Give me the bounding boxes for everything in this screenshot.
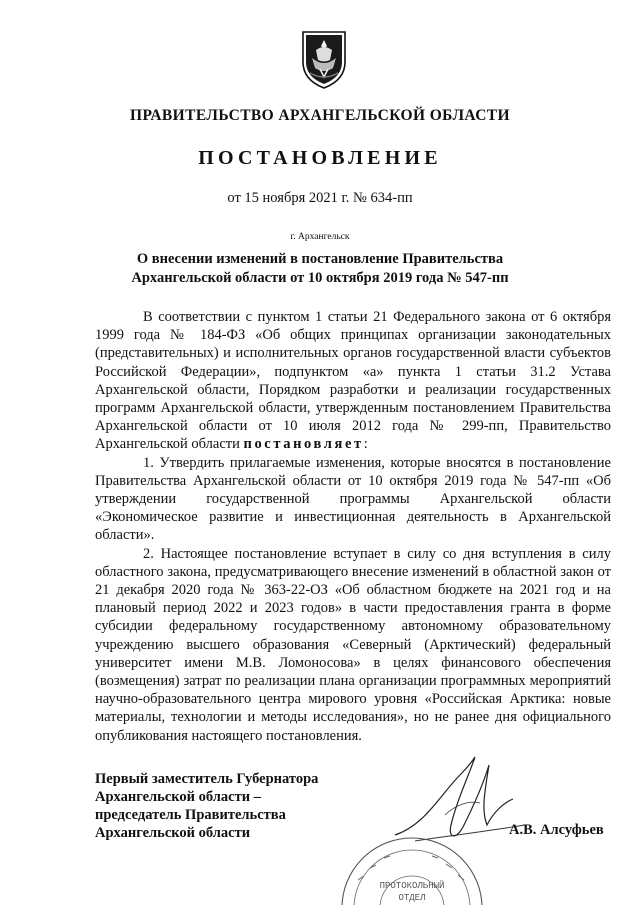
signatory-title-line-2: Архангельской области – (95, 789, 261, 805)
stamp-text-line-1: ПРОТОКОЛЬНЫЙ (379, 881, 445, 891)
document-subject (120, 250, 520, 288)
signatory-title-line-4: Архангельской области (95, 825, 251, 841)
signatory-name: А.В. Алсуфьев (509, 822, 604, 838)
document-date-number: от 15 ноября 2021 г. № 634-пп (227, 190, 413, 206)
subject-line-1: О внесении изменений в постановление Правительства (136, 251, 504, 267)
decree-word: постановляет (243, 436, 364, 453)
preamble-paragraph (95, 308, 611, 454)
signatory-title-line-1: Первый заместитель Губернатора (95, 771, 319, 787)
official-stamp (322, 828, 502, 905)
item-2-paragraph: 2. Настоящее постановление вступает в силу со дня вступления в силу областного закона, предусматривающего внесение изменений в областной закон от 21 декабря 2020 года № 363-22-ОЗ «Об областном бюджете на 2021 год и на плановый период 2022 и 2023 годов» в части предоставления гранта в форме субсидии федеральному государственному автономному образовательному учреждению высшего образования «Северный (Арктический) федеральный университет имени М.В. Ломоносова» в целях финансового обеспечения (возмещения) затрат по реализации плана организации программных мероприятий научно-образовательного центра мирового уровня «Российская Арктика: новые материалы, технологии и методы исследования», но не ранее дня официального опубликования настоящего постановления. (95, 545, 611, 744)
document-city: г. Архангельск (290, 232, 350, 242)
decree-colon: : (363, 436, 368, 453)
document-body (95, 308, 611, 745)
government-name: ПРАВИТЕЛЬСТВО АРХАНГЕЛЬСКОЙ ОБЛАСТИ (129, 107, 510, 124)
signatory-title (95, 770, 355, 842)
preamble-text: В соответствии с пунктом 1 статьи 21 Федерального закона от 6 октября 1999 года № 184-ФЗ «Об общих принципах организации законодательных (представительных) и исполнительных органов государственной власти субъектов Российской Федерации», подпунктом «а» пункта 1 статьи 31.2 Устава Архангельской области, Порядком разработки и реализации государственных программ Архангельской области, утвержденным постановлением Правительства Архангельской области от 10 июля 2012 года № 299-пп, Правительство Архангельской области (95, 309, 611, 453)
item-1-paragraph: 1. Утвердить прилагаемые изменения, которые вносятся в постановление Правительства Архангельской области от 10 октября 2019 года № 547-пп «Об утверждении государственной программы Архангельской области «Экономическое развитие и инвестиционная деятельность в Архангельской области». (95, 454, 611, 544)
coat-of-arms-icon (300, 28, 348, 90)
signatory-title-line-3: председатель Правительства (95, 807, 286, 823)
subject-line-2: Архангельской области от 10 октября 2019 года № 547-пп (131, 270, 509, 286)
document-type: ПОСТАНОВЛЕНИЕ (198, 147, 442, 169)
stamp-text-line-2: ОТДЕЛ (398, 893, 426, 903)
